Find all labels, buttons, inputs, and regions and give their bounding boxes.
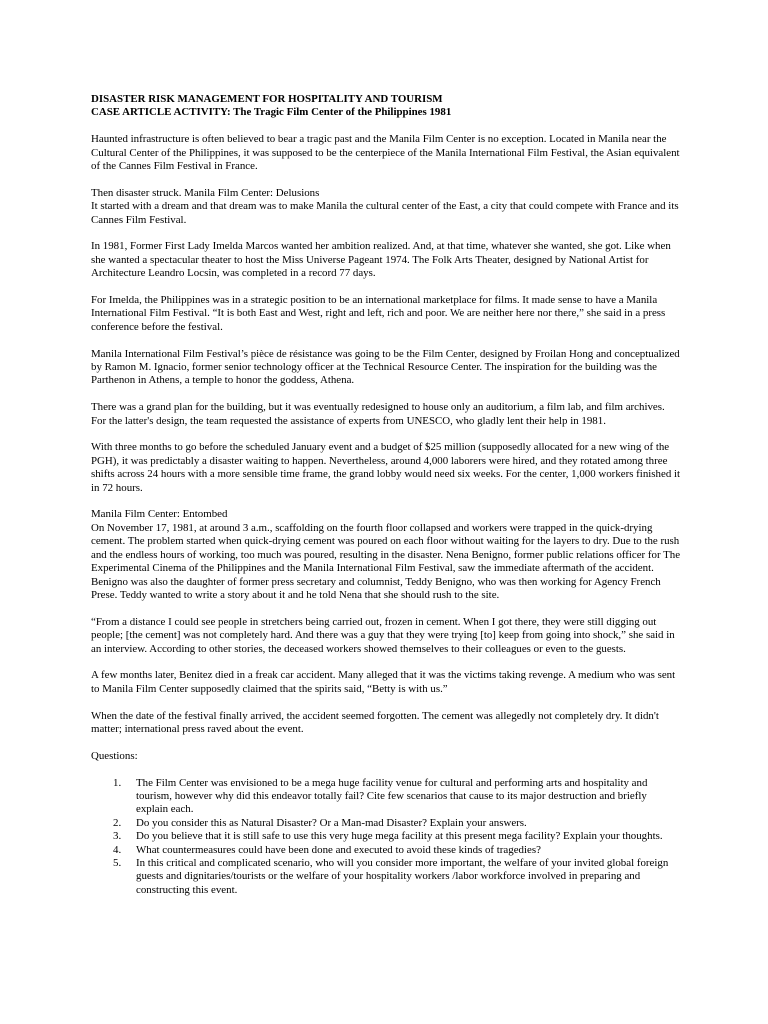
question-number: 4. [113,843,122,856]
document-subtitle: CASE ARTICLE ACTIVITY: The Tragic Film Center of the Philippines 1981 [91,106,452,119]
question-item [91,844,681,857]
document-title: DISASTER RISK MANAGEMENT FOR HOSPITALITY AND TOURISM [91,93,443,105]
question-number: 2. [113,816,122,829]
article-body [91,133,681,736]
question-item [91,777,681,817]
question-text: The Film Center was envisioned to be a mega huge facility venue for cultural and performing arts and hospitality and tourism, however why did this endeavor totally fail? Cite few scenarios that cause to its major destruction and briefly explain each. [136,776,648,816]
question-number: 3. [113,830,122,843]
question-text: In this critical and complicated scenario, who will you consider more important, the welfare of your invited global foreign guests and dignitaries/tourists or the welfare of your hospitality workers /labor workforce involved in preparing and constructing this event. [136,856,669,896]
paragraph-film-center-design: Manila International Film Festival’s pièce de résistance was going to be the Film Center, designed by Froilan Hong and conceptualized by Ramon M. Ignacio, former senior technology officer at the Technical Resource Center. The inspiration for the building was the Parthenon in Athens, a temple to honor the goddess, Athena. [91,347,680,387]
paragraph-benitez: A few months later, Benitez died in a freak car accident. Many alleged that it was the victims taking revenge. A medium who was sent to Manila Film Center supposedly claimed that the spirits said, “Betty is with us.” [91,669,676,695]
paragraph-entombed: Manila Film Center: Entombed On November 17, 1981, at around 3 a.m., scaffolding on the fourth floor collapsed and workers were trapped in the quick-drying cement. The problem started when quick-drying cement was poured on each floor without waiting for the layers to dry. Due to the rush and the endless hours of working, too much was poured, resulting in the disaster. Nena Benigno, former public relations officer for The Experimental Cinema of the Philippines and the Manila International Film Festival, saw the immediate aftermath of the accident. Benigno was also the daughter of former press secretary and columnist, Teddy Benigno, who was then working for Agency French Prese. Teddy wanted to write a story about it and he told Nena that she should rush to the site. [91,508,681,601]
paragraph-budget-timeline: With three months to go before the scheduled January event and a budget of $25 million (supposedly allocated for a new wing of the PGH), it was predictably a disaster waiting to happen. Nevertheless, around 4,000 laborers were hired, and they rotated among three shifts across 24 hours with a more sensible time frame, the grand lobby would need six weeks. For the center, 1,000 workers finished it in 72 hours. [91,441,681,494]
questions-list [91,777,681,898]
paragraph-strategic-position: For Imelda, the Philippines was in a strategic position to be an international marketplace for films. It made sense to have a Manila International Film Festival. “It is both East and West, right and left, rich and poor. We are neither here nor there,” she said in a press conference before the festival. [91,294,666,333]
question-item [91,830,681,843]
question-text: Do you consider this as Natural Disaster? Or a Man-mad Disaster? Explain your answers. [136,816,527,829]
question-number: 5. [113,856,122,869]
question-text: Do you believe that it is still safe to use this very huge mega facility at this present mega facility? Explain your thoughts. [136,830,663,843]
questions-label: Questions: [91,749,138,762]
question-text: What countermeasures could have been done and executed to avoid these kinds of tragedies? [136,843,541,856]
document-header [91,93,681,120]
question-item [91,857,681,897]
document-body [91,93,681,897]
paragraph-festival: When the date of the festival finally arrived, the accident seemed forgotten. The cement was allegedly not completely dry. It didn't matter; international press raved about the event. [91,709,659,735]
question-number: 1. [113,776,122,789]
paragraph-intro: Haunted infrastructure is often believed to bear a tragic past and the Manila Film Center is no exception. Located in Manila near the Cultural Center of the Philippines, it was supposed to be the centerpiece of the Manila International Film Festival, the Asian equivalent of the Cannes Film Festival in France. [91,133,680,173]
paragraph-imelda-1981: In 1981, Former First Lady Imelda Marcos wanted her ambition realized. And, at that time, whatever she wanted, she got. Like when she wanted a spectacular theater to host the Miss Universe Pageant 1974. The Folk Arts Theater, designed by National Artist for Architecture Leandro Locsin, was completed in a record 77 days. [91,240,671,280]
paragraph-grand-plan: There was a grand plan for the building, but it was eventually redesigned to house only an auditorium, a film lab, and film archives. For the latter's design, the team requested the assistance of experts from UNESCO, who gladly lent their help in 1981. [91,401,665,427]
paragraph-quote: “From a distance I could see people in stretchers being carried out, frozen in cement. When I got there, they were still digging out people; [the cement] was not completely hard. And there was a guy that they were trying [to] keep from going into shock,” she said in an interview. According to other stories, the deceased workers showed themselves to their colleagues or even to the guests. [91,615,675,655]
paragraph-delusions: Then disaster struck. Manila Film Center: Delusions It started with a dream and that dream was to make Manila the cultural center of the East, a city that could compete with France and its Cannes Film Festival. [91,186,679,226]
question-item [91,817,681,830]
